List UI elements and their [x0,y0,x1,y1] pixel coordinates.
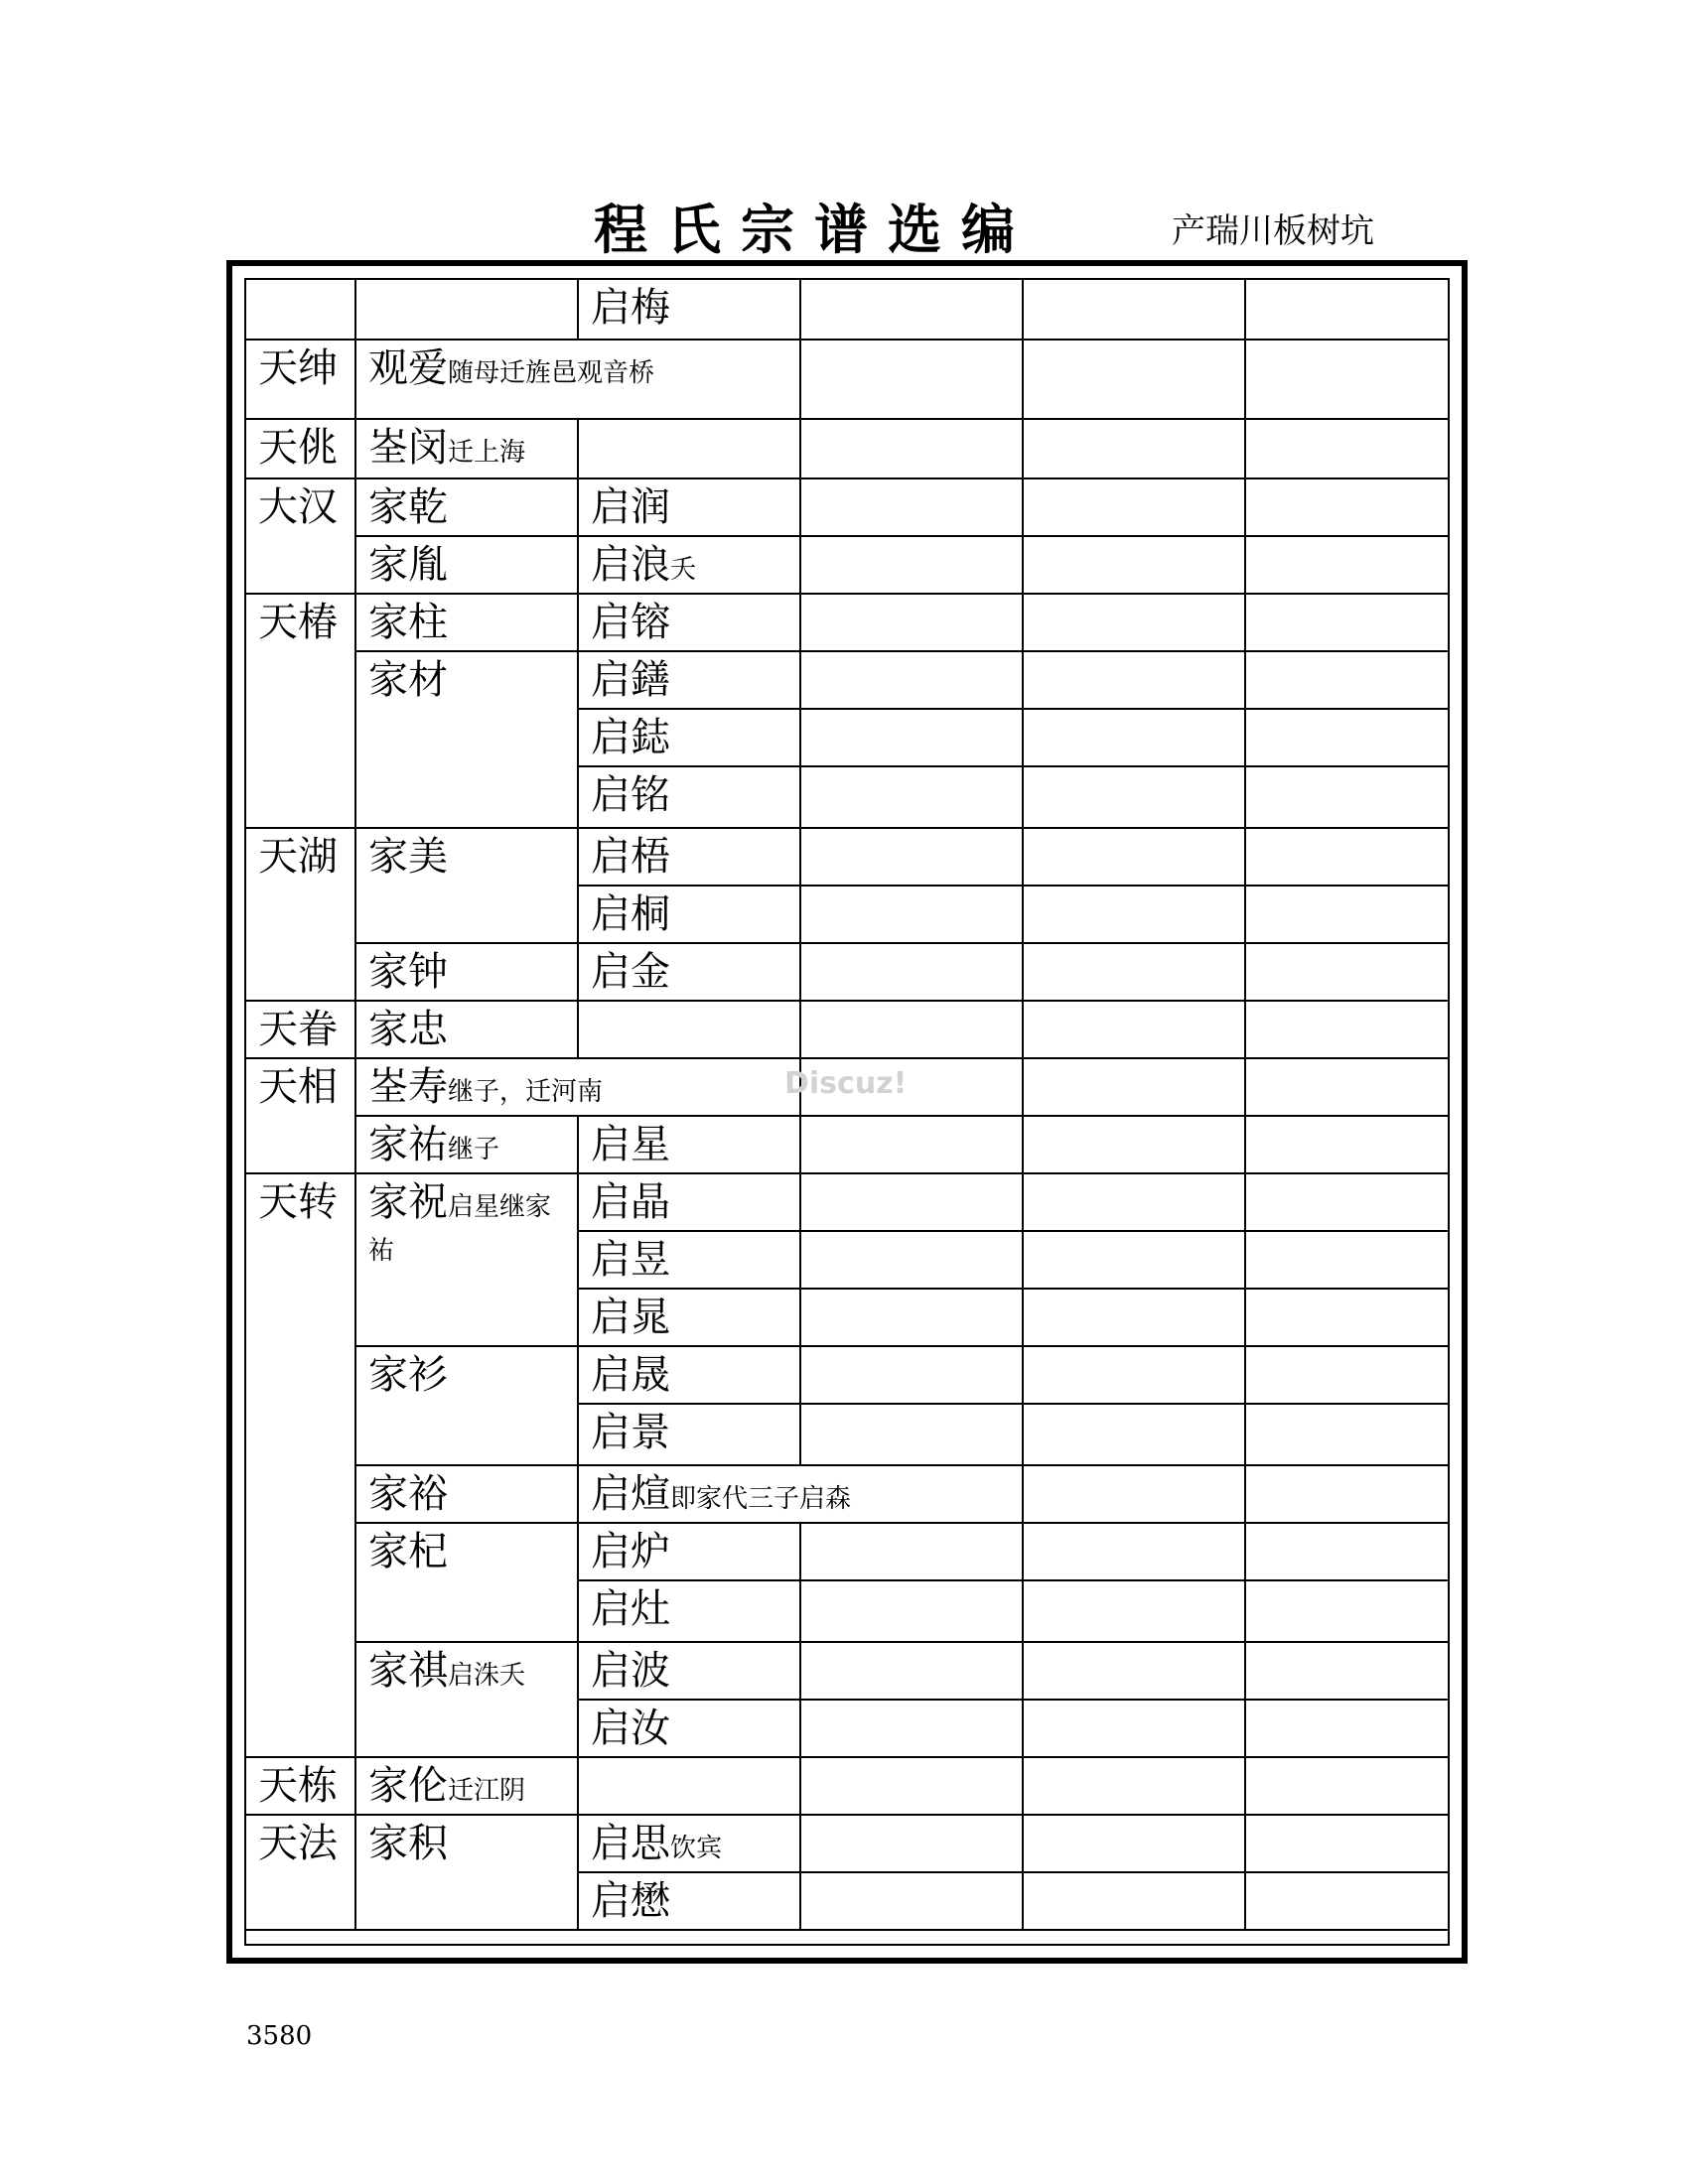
child-name: 启灶 [591,1586,670,1632]
table-cell [800,536,1023,594]
table-cell [578,594,800,651]
child-name: 启铭 [591,772,670,818]
table-cell [1023,1815,1245,1872]
table-cell [246,280,355,340]
table-cell [1023,1757,1245,1815]
table-cell [800,280,1023,340]
father-name: 大汉 [258,484,338,530]
table-cell [578,828,800,886]
table-cell [578,1001,800,1058]
table-cell [246,1757,355,1815]
table-cell [1023,1001,1245,1058]
table-cell [1245,766,1448,828]
child-name: 启昱 [591,1237,670,1283]
son-name: 家美 [368,834,448,880]
table-cell [355,1058,800,1116]
table-cell [355,1465,578,1523]
table-cell [800,828,1023,886]
table-cell [800,1173,1023,1231]
table-cell [246,594,355,828]
son-name: 峑闵 [368,425,448,471]
child-note: 饮宾 [670,1834,723,1863]
father-name: 天绅 [258,345,338,391]
table-cell [246,828,355,1001]
son-name: 家积 [368,1821,448,1866]
table-cell [1023,1642,1245,1700]
table-cell [355,340,800,419]
son-name: 家裕 [368,1471,448,1517]
son-name: 家钟 [368,949,448,995]
table-cell [800,886,1023,943]
table-cell [355,1001,578,1058]
page-title: 程氏宗谱选编 [594,198,1035,261]
table-cell [1023,1872,1245,1930]
table-cell [1023,1173,1245,1231]
child-name: 启星 [591,1122,670,1167]
table-cell [800,1346,1023,1404]
table-cell [246,1001,355,1058]
table-cell [800,1289,1023,1346]
table-cell [800,419,1023,478]
table-cell [1245,651,1448,709]
table-cell [1023,419,1245,478]
table-cell [578,1642,800,1700]
table-cell [1245,1116,1448,1173]
son-note: 启星继家祐 [368,1192,552,1266]
table-cell [800,1815,1023,1872]
son-note: 随母迁旌邑观音桥 [448,358,655,388]
table-cell [1245,1642,1448,1700]
table-cell [1023,1116,1245,1173]
son-name: 家材 [368,657,448,703]
child-name: 启桐 [591,891,670,937]
table-cell [1023,1580,1245,1642]
table-cell [355,280,578,340]
table-cell [1023,766,1245,828]
table-cell [246,478,355,594]
table-cell [355,651,578,828]
table-cell [578,1580,800,1642]
table-cell [1023,886,1245,943]
table-cell [800,943,1023,1001]
son-name: 峑寿 [368,1064,448,1110]
child-name: 启润 [591,484,670,530]
table-cell [1245,340,1448,419]
father-name: 天相 [258,1064,338,1110]
table-cell [1023,1465,1245,1523]
table-cell [578,1404,800,1465]
table-cell [800,1523,1023,1580]
father-name: 天佻 [258,425,338,471]
table-cell [578,1173,800,1231]
child-name: 启晁 [591,1295,670,1340]
table-cell [1023,1289,1245,1346]
table-cell [578,766,800,828]
table-cell [578,886,800,943]
son-name: 家乾 [368,484,448,530]
son-name: 观爱 [368,345,448,391]
son-name: 家忠 [368,1007,448,1052]
table-cell [1245,886,1448,943]
child-name: 启懋 [591,1878,670,1924]
table-cell [1245,419,1448,478]
table-cell [800,1404,1023,1465]
genealogy-frame [226,260,1468,1964]
table-cell [800,651,1023,709]
son-name: 家祺 [368,1648,448,1694]
father-name: 天转 [258,1179,338,1225]
father-name: 天法 [258,1821,338,1866]
table-cell [1245,1815,1448,1872]
table-cell [1245,1465,1448,1523]
child-name: 启炉 [591,1529,670,1574]
table-cell [578,1231,800,1289]
child-name: 启浪 [591,542,670,588]
watermark: Discuz! [784,1066,908,1101]
table-cell [1023,828,1245,886]
table-cell [800,1757,1023,1815]
table-cell [800,594,1023,651]
table-cell [1245,1289,1448,1346]
table-cell [1245,709,1448,766]
table-cell [578,1116,800,1173]
table-cell [355,1173,578,1346]
father-name: 天椿 [258,600,338,645]
table-cell [578,1523,800,1580]
table-cell [1245,1058,1448,1116]
table-cell [800,1001,1023,1058]
table-cell [355,1642,578,1757]
child-note: 即家代三子启森 [670,1484,852,1514]
father-name: 天湖 [258,834,338,880]
son-note: 迁上海 [448,438,526,468]
table-cell [355,828,578,943]
table-cell [1245,1757,1448,1815]
table-cell [1023,1700,1245,1757]
table-cell [578,1700,800,1757]
table-cell [578,1465,1023,1523]
genealogy-inner-border [244,278,1450,1946]
table-cell [800,1700,1023,1757]
table-cell [1245,280,1448,340]
son-name: 家杞 [368,1529,448,1574]
table-cell [1023,709,1245,766]
table-cell [800,766,1023,828]
father-name: 天眷 [258,1007,338,1052]
table-cell [1245,478,1448,536]
table-cell [1245,1001,1448,1058]
child-name: 启晟 [591,1352,670,1398]
child-name: 启镕 [591,600,670,645]
son-note: 继子，迁河南 [448,1077,604,1107]
child-name: 启梧 [591,834,670,880]
child-name: 启波 [591,1648,670,1694]
son-note: 继子 [448,1135,500,1164]
table-cell [1023,340,1245,419]
table-cell [578,1289,800,1346]
table-cell [800,1580,1023,1642]
child-name: 启鐥 [591,657,670,703]
table-cell [1023,1404,1245,1465]
table-cell [578,1346,800,1404]
table-cell [355,943,578,1001]
table-cell [246,1058,355,1173]
table-cell [1245,594,1448,651]
table-cell [1245,1231,1448,1289]
genealogy-table [246,280,1448,1931]
table-cell [578,1815,800,1872]
table-cell [800,1231,1023,1289]
table-cell [1023,280,1245,340]
table-cell [355,419,578,478]
table-cell [1245,1872,1448,1930]
table-cell [355,1116,578,1173]
son-note: 启洙夭 [448,1661,526,1691]
table-cell [1023,943,1245,1001]
child-name: 启汝 [591,1706,670,1751]
child-name: 启景 [591,1410,670,1455]
table-cell [1023,594,1245,651]
father-name: 天栋 [258,1763,338,1809]
table-cell [578,478,800,536]
table-cell [355,536,578,594]
son-name: 家伦 [368,1763,448,1809]
table-cell [355,594,578,651]
table-cell [1023,536,1245,594]
table-cell [1023,478,1245,536]
table-cell [1245,1173,1448,1231]
table-cell [578,709,800,766]
page-subtitle: 产瑞川板树坑 [1172,211,1374,251]
table-cell [578,943,800,1001]
son-name: 家柱 [368,600,448,645]
table-cell [1245,1346,1448,1404]
table-cell [578,280,800,340]
table-cell [800,1642,1023,1700]
table-cell [1245,943,1448,1001]
son-name: 家祝 [368,1179,448,1225]
son-note: 迁江阴 [448,1776,526,1806]
table-cell [246,1173,355,1757]
table-cell [1245,828,1448,886]
child-name: 启晶 [591,1179,670,1225]
table-cell [355,1346,578,1465]
table-cell [1023,1523,1245,1580]
table-cell [246,419,355,478]
table-cell [1245,536,1448,594]
table-cell [1023,651,1245,709]
table-cell [355,1523,578,1642]
son-name: 家胤 [368,542,448,588]
son-name: 家衫 [368,1352,448,1398]
child-name: 启梅 [591,285,670,331]
table-cell [1245,1580,1448,1642]
child-note: 夭 [670,555,697,585]
table-cell [1245,1404,1448,1465]
table-cell [800,1872,1023,1930]
table-cell [578,536,800,594]
table-cell [1245,1523,1448,1580]
table-cell [800,1116,1023,1173]
table-cell [578,1872,800,1930]
table-cell [1245,1700,1448,1757]
table-cell [1023,1058,1245,1116]
table-cell [800,478,1023,536]
child-name: 启鋕 [591,715,670,760]
page-number: 3580 [246,2021,313,2051]
table-cell [1023,1346,1245,1404]
table-cell [355,1815,578,1930]
table-cell [246,340,355,419]
table-cell [355,478,578,536]
son-name: 家祐 [368,1122,448,1167]
child-name: 启思 [591,1821,670,1866]
table-cell [1023,1231,1245,1289]
table-cell [578,1757,800,1815]
child-name: 启金 [591,949,670,995]
table-cell [800,709,1023,766]
table-cell [800,340,1023,419]
child-name: 启煊 [591,1471,670,1517]
table-cell [578,419,800,478]
table-cell [578,651,800,709]
table-cell [246,1815,355,1930]
table-cell [355,1757,578,1815]
